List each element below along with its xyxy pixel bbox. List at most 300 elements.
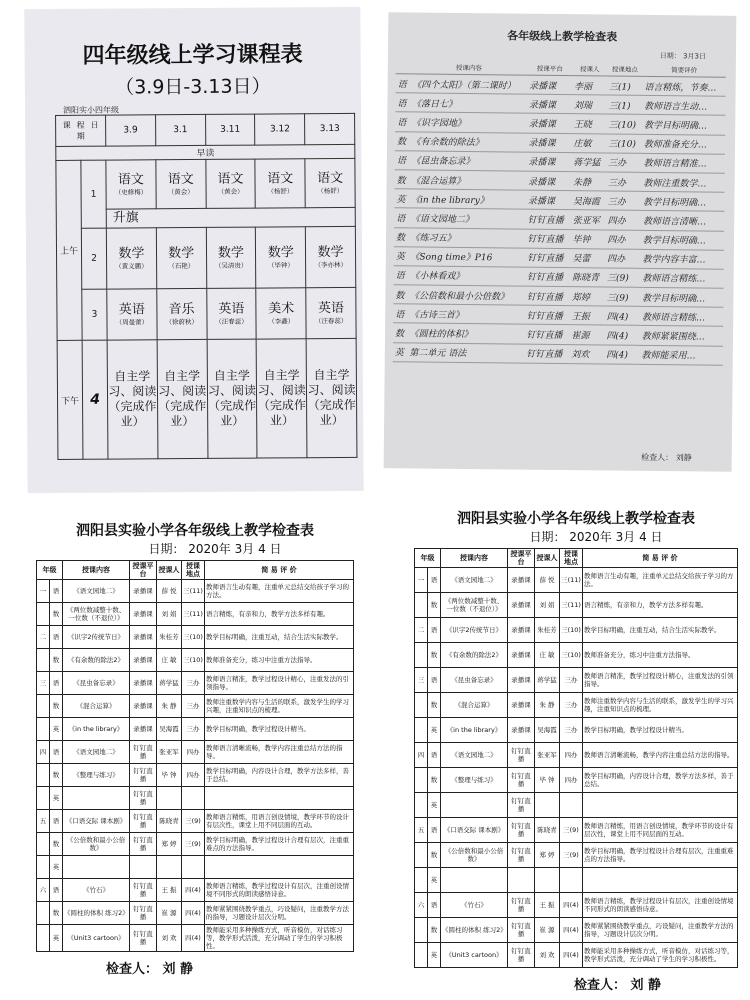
- report-cell-place: 三办: [560, 718, 583, 743]
- handwritten-cell: 刘瑞: [572, 95, 607, 115]
- report-cell-content: 《整理与练习》: [441, 768, 508, 793]
- report-cell-teacher: 刘 娟: [535, 593, 560, 618]
- report-cell-comment: 教学目标明确，内容设计合理，教学方法多样，善于总结。: [583, 768, 738, 793]
- report-cell-place: 三(10): [182, 626, 205, 649]
- report-cell-teacher: 朱 静: [157, 695, 182, 718]
- report-cell-content: 《Unit3 cartoon》: [441, 943, 508, 968]
- handwritten-cell: 《圆柱的体积》: [408, 323, 525, 343]
- handwritten-cell: 数: [393, 323, 408, 342]
- handwritten-cell: 朱静: [571, 172, 606, 192]
- subject: 数学: [267, 244, 294, 260]
- subject: 数学: [217, 245, 245, 261]
- report-cell-place: [182, 787, 205, 810]
- period-number: 2: [81, 228, 106, 289]
- report-cell-comment: 教师语言生动有趣，注重单元总结交给孩子学习的方法。: [205, 580, 354, 603]
- report-cell-grade: 五: [415, 818, 428, 843]
- report-cell-subject: 英: [50, 787, 63, 810]
- report-cell-grade: 二: [37, 626, 50, 649]
- report-cell-grade: [415, 793, 428, 818]
- report-date: 日期： 2020年 3月 4 日: [148, 542, 282, 556]
- report-header-row: [37, 561, 354, 580]
- report-cell-subject: 英: [50, 718, 63, 741]
- report-cell-content: 《昆虫备忘录》: [63, 672, 130, 695]
- timetable-title: 四年级线上学习课程表: [82, 42, 303, 69]
- report-row: [37, 902, 354, 925]
- report-cell-content: 《口语交际 课本剧》: [63, 810, 130, 833]
- report-cell-subject: 语: [428, 893, 441, 918]
- report-cell-platform: 录播课: [508, 693, 535, 718]
- report-cell-subject: 英: [50, 925, 63, 952]
- report-cell-teacher: 郑 婷: [535, 843, 560, 868]
- timetable-photo: [24, 7, 363, 493]
- handwritten-cell: 李丽: [572, 76, 607, 96]
- handwritten-cell: 英: [394, 189, 409, 208]
- report-title: 泗阳县实验小学各年级线上教学检查表: [457, 511, 695, 527]
- report-cell-comment: 教学目标明确，教学过程设计精当。: [205, 718, 354, 741]
- report-cell-teacher: 薛 悦: [535, 568, 560, 593]
- handwritten-cell: 四(4): [605, 306, 641, 326]
- handwritten-header: 授课平台: [527, 62, 572, 76]
- report-title: 泗阳县实验小学各年级线上教学检查表: [76, 523, 314, 539]
- report-row: [415, 718, 738, 743]
- handwritten-cell: 录播课: [526, 190, 571, 210]
- report-cell-grade: [37, 902, 50, 925]
- report-row: [415, 693, 738, 718]
- report-cell-subject: 语: [50, 741, 63, 764]
- timetable-date: 3.12: [255, 114, 305, 145]
- report-row: [37, 718, 354, 741]
- report-cell-platform: 钉钉直播: [130, 902, 157, 925]
- report-cell-teacher: 崔 源: [535, 918, 560, 943]
- report-row: [37, 603, 354, 626]
- timetable-afternoon-row: [57, 338, 357, 459]
- handwritten-cell: 三办: [606, 191, 642, 211]
- report-cell-place: [560, 868, 583, 893]
- report-row: [415, 818, 738, 843]
- handwritten-cell: 钉钉直播: [525, 229, 570, 249]
- report-cell-place: 三(11): [182, 603, 205, 626]
- handwritten-header: 授课人: [572, 62, 607, 76]
- report-cell-subject: 数: [428, 843, 441, 868]
- report-cell-platform: 录播课: [130, 626, 157, 649]
- report-cell-grade: [37, 718, 50, 741]
- report-cell-comment: 教师语言精炼，用语言创设情境，教学环节的设计有层次性，课堂上用不同层面的互动。: [583, 818, 738, 843]
- report-cell-teacher: 朱桂芳: [535, 618, 560, 643]
- report-cell-comment: 教师准备充分，练习中注重方法指导。: [205, 649, 354, 672]
- report-cell-teacher: 吴海霞: [535, 718, 560, 743]
- report-header: 授课内容: [63, 561, 130, 580]
- handwritten-sheet-title: 各年级线上教学检查表: [507, 29, 618, 44]
- report-cell-comment: 教学目标明确，内容设计合理，教学方法多样，善于总结。: [205, 764, 354, 787]
- teacher: （汪春蕊）: [314, 316, 348, 325]
- handwritten-cell: 王振: [570, 306, 605, 326]
- report-row: [37, 649, 354, 672]
- timetable: [55, 113, 357, 460]
- report-cell-content: 《整理与练习》: [63, 764, 130, 787]
- report-cell-platform: 钉钉直播: [130, 741, 157, 764]
- report-cell-grade: [37, 603, 50, 626]
- report-cell-place: 三(9): [182, 833, 205, 856]
- report-cell-place: 四(4): [560, 943, 583, 968]
- period-number: 4: [82, 340, 108, 459]
- report-date: 日期： 2020年 3月 4 日: [529, 530, 663, 544]
- report-cell-teacher: 蒋学猛: [157, 672, 182, 695]
- subject: 语文: [317, 170, 344, 186]
- report-cell-comment: 教学目标明确，教学过程设计合理有层次，注重重难点的方法指导。: [583, 843, 738, 868]
- report-cell-platform: 录播课: [508, 718, 535, 743]
- handwritten-cell: 四(4): [604, 345, 640, 365]
- subject: 英语: [118, 301, 145, 318]
- report-cell-grade: 三: [37, 672, 50, 695]
- report-cell-teacher: 陈晓青: [535, 818, 560, 843]
- report-cell-content: 《圆柱的体积 练习2》: [63, 902, 130, 925]
- report-cell-teacher: 张亚军: [157, 741, 182, 764]
- report-cell-place: 三办: [560, 693, 583, 718]
- handwritten-cell: 吴海霞: [571, 191, 606, 211]
- report-cell-platform: 钉钉直播: [130, 879, 157, 902]
- raise-flag-cell: [106, 207, 355, 228]
- report-cell-platform: 录播课: [130, 672, 157, 695]
- report-cell-content: 《昆虫备忘录》: [441, 668, 508, 693]
- timetable-row: [57, 287, 356, 340]
- teacher: （杨舒）: [317, 186, 344, 195]
- report-cell-grade: 二: [415, 618, 428, 643]
- report-cell-teacher: 王 振: [157, 879, 182, 902]
- corner-label: 日: [90, 120, 99, 130]
- report-cell-subject: 语: [428, 668, 441, 693]
- report-cell-subject: 数: [50, 603, 63, 626]
- report-cell-grade: [415, 718, 428, 743]
- report-cell-content: [441, 793, 508, 818]
- handwritten-cell: 钉钉直播: [525, 267, 570, 287]
- report-row: [37, 856, 354, 879]
- report-cell-subject: 英: [428, 868, 441, 893]
- report-cell-subject: 数: [50, 833, 63, 856]
- report-table: [36, 560, 354, 952]
- period-number: 1: [81, 160, 106, 228]
- report-cell-place: 四(4): [182, 925, 205, 952]
- report-cell-teacher: 刘 欢: [535, 943, 560, 968]
- timetable-cell: [106, 228, 156, 289]
- report-cell-teacher: 刘 娟: [157, 603, 182, 626]
- handwritten-cell: 三(10): [607, 114, 643, 134]
- report-cell-comment: 教师紧紧围绕教学重点，巧设疑问，注重教学方法的指导，习题设计层次分明。: [205, 902, 354, 925]
- report-cell-content: 《语文园地二》: [63, 741, 130, 764]
- teacher: （杨舒）: [267, 186, 294, 195]
- report-cell-teacher: [535, 868, 560, 893]
- report-cell-subject: 语: [428, 818, 441, 843]
- report-cell-content: 《in the library》: [63, 718, 130, 741]
- report-row: [415, 568, 738, 593]
- report-cell-teacher: [157, 787, 182, 810]
- report-cell-grade: 三: [415, 668, 428, 693]
- timetable-row: [56, 158, 355, 209]
- report-cell-platform: 录播课: [130, 580, 157, 603]
- report-cell-teacher: 庄 敏: [535, 643, 560, 668]
- handwritten-cell: 数: [395, 131, 410, 150]
- handwritten-cell: 教学目标明确…: [640, 287, 723, 307]
- handwritten-header: 授课内容: [410, 60, 527, 75]
- report-cell-content: 《有余数的除法2》: [441, 643, 508, 668]
- handwritten-sheet-date: 日期： 3月3日: [659, 52, 706, 61]
- report-cell-platform: 录播课: [508, 668, 535, 693]
- handwritten-cell: 《落日七》: [410, 93, 527, 113]
- report-header: 授课地点: [560, 549, 583, 568]
- report-cell-subject: 数: [50, 695, 63, 718]
- report-cell-grade: [37, 833, 50, 856]
- teacher: （徐蔚秋）: [165, 317, 198, 326]
- report-cell-grade: [37, 695, 50, 718]
- self-study-cell: 自主学习、阅读（完成作业）: [107, 340, 158, 459]
- subject: 数学: [317, 244, 344, 260]
- raise-flag-label: 升旗: [112, 210, 139, 226]
- timetable-date-range: （3.9日-3.13日）: [115, 75, 271, 99]
- report-cell-comment: [205, 787, 354, 810]
- report-cell-place: 四(4): [560, 918, 583, 943]
- handwritten-cell: 录播课: [527, 114, 572, 134]
- report-cell-grade: 四: [415, 743, 428, 768]
- handwritten-header: 简要评价: [643, 63, 726, 77]
- report-cell-place: 三(10): [182, 649, 205, 672]
- timetable-cell: [206, 227, 256, 288]
- handwritten-cell: 教学目标明确…: [641, 230, 724, 250]
- report-cell-grade: [415, 593, 428, 618]
- report-header: 授课平台: [508, 549, 535, 568]
- handwritten-cell: 陈晓青: [570, 267, 605, 287]
- handwritten-cell: 崔源: [569, 325, 604, 345]
- timetable-cell: [107, 289, 157, 340]
- timetable-cell: [206, 288, 256, 339]
- handwritten-cell: 三(9): [605, 287, 641, 307]
- report-cell-comment: 教师能采用多种操练方式，听音模仿，对话练习等，教学形式活泼，充分调动了学生的学习积极性。: [583, 943, 738, 968]
- report-row: [415, 593, 738, 618]
- subject: 语文: [167, 171, 194, 187]
- report-cell-platform: [130, 856, 157, 879]
- report-header: 授课地点: [182, 561, 205, 580]
- handwritten-cell: 钉钉直播: [525, 305, 570, 325]
- report-cell-platform: 钉钉直播: [508, 843, 535, 868]
- subject: 语文: [267, 170, 294, 186]
- handwritten-cell: 语: [395, 93, 410, 112]
- teacher: （石艳）: [168, 261, 195, 270]
- timetable-cell: [205, 159, 255, 208]
- handwritten-sheet-photo: [384, 12, 737, 472]
- handwritten-cell: 四办: [605, 229, 641, 249]
- report-cell-grade: [37, 649, 50, 672]
- handwritten-cell: 三办: [606, 172, 642, 192]
- report-cell-subject: 英: [428, 943, 441, 968]
- timetable-school: 泗阳实小四年级: [62, 105, 120, 115]
- timetable-cell: [156, 227, 206, 288]
- report-cell-subject: 数: [428, 918, 441, 943]
- handwritten-cell: 数: [395, 170, 410, 189]
- handwritten-cell: 教师语言生动…: [642, 96, 725, 116]
- handwritten-cell: 第二单元 语法: [407, 343, 524, 363]
- report-cell-teacher: 庄 敏: [157, 649, 182, 672]
- handwritten-cell: 教学内容丰富…: [640, 249, 723, 269]
- handwritten-cell: 语: [393, 304, 408, 323]
- handwritten-table: [393, 60, 726, 365]
- report-scan-left: [36, 520, 354, 977]
- handwritten-cell: 数: [393, 285, 408, 304]
- report-header: 简 易 评 价: [205, 561, 354, 580]
- report-cell-content: [441, 868, 508, 893]
- handwritten-cell: 教学目标明确…: [642, 115, 725, 135]
- report-cell-place: 三(11): [560, 593, 583, 618]
- report-cell-comment: 教师准备充分，练习中注重方法指导。: [583, 643, 738, 668]
- handwritten-cell: 语: [394, 208, 409, 227]
- report-cell-platform: 钉钉直播: [508, 818, 535, 843]
- report-cell-grade: [415, 643, 428, 668]
- report-cell-comment: 教学目标明确，教学过程设计合理有层次，注重重难点的方法指导。: [205, 833, 354, 856]
- subject: 美术: [268, 300, 295, 316]
- report-cell-platform: 钉钉直播: [508, 743, 535, 768]
- report-cell-comment: 教师语言精准，教学过程设计精心，注重发法的引领指导。: [205, 672, 354, 695]
- handwritten-signature: 检查人： 刘静: [641, 452, 692, 463]
- report-header: 简 易 评 价: [583, 549, 738, 568]
- report-cell-platform: [508, 868, 535, 893]
- handwritten-cell: 教师语言清晰…: [641, 211, 724, 231]
- report-header: 年级: [37, 561, 63, 580]
- report-header: 年级: [415, 549, 441, 568]
- handwritten-cell: 四(4): [604, 325, 640, 345]
- report-cell-teacher: 薛 悦: [157, 580, 182, 603]
- report-cell-subject: 数: [50, 649, 63, 672]
- report-cell-comment: [583, 868, 738, 893]
- timetable-date: 3.11: [205, 114, 255, 145]
- teacher: （汪春蕊）: [215, 317, 248, 326]
- report-cell-grade: 六: [415, 893, 428, 918]
- report-cell-place: 三办: [182, 695, 205, 718]
- timetable-header-row: [56, 113, 355, 146]
- handwritten-header: 授课地点: [607, 62, 643, 76]
- report-cell-subject: 语: [50, 810, 63, 833]
- report-cell-comment: 教师语言清晰流畅，教学内容注重总结方法的指导。: [205, 741, 354, 764]
- report-cell-content: 《两位数减整十数、一位数（不退位）》: [441, 593, 508, 618]
- report-cell-content: 《识字2传统节日》: [441, 618, 508, 643]
- report-cell-grade: 一: [37, 580, 50, 603]
- report-cell-grade: 一: [415, 568, 428, 593]
- corner-label: 程: [76, 120, 85, 130]
- report-cell-content: 《公倍数和最小公倍数》: [63, 833, 130, 856]
- report-row: [415, 918, 738, 943]
- report-cell-teacher: 陈晓青: [157, 810, 182, 833]
- report-cell-comment: 教师能采用多种操练方式，听音模仿，对话练习等，教学形式活泼，充分调动了学生的学习积极性。: [205, 925, 354, 952]
- self-study-cell: 自主学习、阅读（完成作业）: [157, 339, 208, 458]
- handwritten-cell: 钉钉直播: [525, 248, 570, 268]
- report-cell-content: 《语文园地二》: [441, 743, 508, 768]
- report-row: [415, 668, 738, 693]
- teacher: （黄义鹏）: [115, 261, 148, 271]
- timetable-date: 3.9: [106, 115, 156, 146]
- report-cell-platform: 录播课: [130, 603, 157, 626]
- report-cell-content: 《有余数的除法2》: [63, 649, 130, 672]
- report-cell-subject: 英: [428, 718, 441, 743]
- subject: 英语: [317, 300, 345, 316]
- report-row: [37, 580, 354, 603]
- handwritten-cell: 教师紧紧围绕…: [640, 326, 723, 346]
- report-cell-place: 三(9): [560, 843, 583, 868]
- report-cell-platform: 钉钉直播: [508, 918, 535, 943]
- report-cell-platform: 录播课: [508, 618, 535, 643]
- subject: 数学: [168, 245, 195, 261]
- handwritten-cell: 钉钉直播: [525, 286, 570, 306]
- handwritten-cell: 录播课: [526, 133, 571, 153]
- report-cell-place: 四办: [182, 741, 205, 764]
- handwritten-cell: 王晓: [572, 114, 607, 134]
- handwritten-cell: 《有余数的除法》: [410, 131, 527, 151]
- report-header: 授课人: [157, 561, 182, 580]
- report-cell-content: [63, 856, 130, 879]
- report-cell-content: 《圆柱的体积 练习2》: [441, 918, 508, 943]
- handwritten-cell: 《in the library》: [409, 189, 526, 209]
- report-cell-subject: 数: [50, 902, 63, 925]
- handwritten-cell: 三(1): [607, 95, 643, 115]
- handwritten-cell: 录播课: [526, 152, 571, 172]
- report-cell-subject: 数: [428, 768, 441, 793]
- report-cell-teacher: [535, 793, 560, 818]
- report-row: [415, 893, 738, 918]
- report-cell-content: 《混合运算》: [441, 693, 508, 718]
- handwritten-cell: 《小林看戏》: [408, 266, 525, 286]
- report-checker: 检查人： 刘 静: [574, 978, 662, 993]
- report-row: [37, 672, 354, 695]
- timetable-date: 3.1: [155, 114, 205, 145]
- report-cell-comment: 教学目标明确，注重互动，结合生活实际教学。: [205, 626, 354, 649]
- subject: 数学: [118, 245, 145, 262]
- report-cell-platform: 录播课: [130, 649, 157, 672]
- subject: 语文: [117, 171, 144, 188]
- teacher: （黄会）: [167, 187, 194, 196]
- handwritten-cell: 钉钉直播: [524, 325, 569, 345]
- report-cell-content: 《混合运算》: [63, 695, 130, 718]
- report-cell-subject: 英: [50, 856, 63, 879]
- report-cell-comment: 教师注重数学内容与生活的联系，激发学生的学习兴趣，注重知识点的梳理。: [583, 693, 738, 718]
- self-study-cell: 自主学习、阅读（完成作业）: [306, 338, 357, 457]
- report-table: [414, 548, 738, 968]
- teacher: （李亦林）: [314, 260, 347, 269]
- subject: 英语: [218, 301, 245, 317]
- am-label: 上午: [56, 160, 82, 340]
- report-cell-comment: 教师语言精炼，用语言创设情境，教学环节的设计有层次性，课堂上用不同层面的互动。: [205, 810, 354, 833]
- teacher: （李鑫）: [268, 316, 295, 325]
- report-cell-comment: 教师语言精准，教学过程设计精心，注重发法的引领指导。: [583, 668, 738, 693]
- timetable-cell: [255, 159, 305, 208]
- handwritten-cell: 语言精炼，节奏…: [642, 76, 725, 96]
- report-cell-platform: 录播课: [508, 593, 535, 618]
- report-cell-grade: [415, 693, 428, 718]
- report-row: [37, 787, 354, 810]
- handwritten-cell: 毕钟: [570, 229, 605, 249]
- report-row: [37, 695, 354, 718]
- handwritten-cell: 三(1): [607, 76, 643, 96]
- report-cell-teacher: 毕 钟: [157, 764, 182, 787]
- teacher: （黄会）: [217, 187, 244, 196]
- handwritten-cell: 四办: [606, 210, 642, 230]
- report-cell-teacher: 崔 源: [157, 902, 182, 925]
- timetable-cell: [157, 288, 207, 339]
- report-row: [37, 626, 354, 649]
- report-cell-subject: 数: [428, 693, 441, 718]
- report-cell-subject: 英: [428, 793, 441, 818]
- report-cell-grade: [37, 856, 50, 879]
- self-study-cell: 自主学习、阅读（完成作业）: [207, 339, 258, 458]
- report-cell-teacher: [157, 856, 182, 879]
- report-cell-place: 三(10): [560, 643, 583, 668]
- handwritten-cell: 四办: [605, 249, 641, 269]
- report-cell-subject: 语: [428, 618, 441, 643]
- handwritten-cell: 《语文园地二》: [409, 208, 526, 228]
